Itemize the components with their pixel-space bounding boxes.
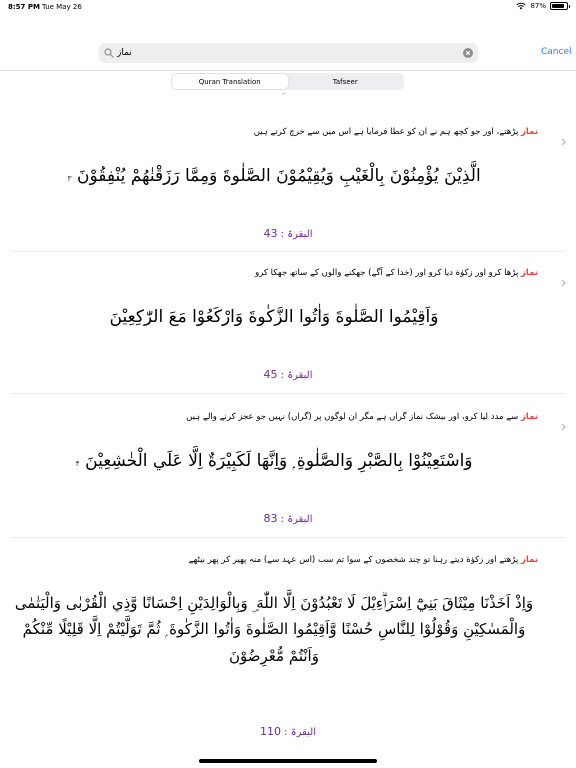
- result-divider: [12, 393, 564, 394]
- ayah-number: 43: [263, 227, 278, 240]
- arabic-text: وَاسْتَعِيْنُوْا بِالصَّبْرِ وَالصَّلٰوةِ ۭ وَاِنَّهَا لَكَبِيْرَةٌ اِلَّا عَلَي الْخٰشِعِيْنَ: [85, 451, 473, 471]
- search-icon: [104, 48, 114, 58]
- surah-name: البقرۃ :: [280, 229, 313, 240]
- surah-name: البقرۃ :: [284, 727, 316, 738]
- arabic-verse: [10, 305, 538, 331]
- search-field[interactable]: [99, 43, 478, 63]
- tab-quran-translation[interactable]: Quran Translation: [172, 74, 288, 89]
- header-divider: [0, 70, 576, 71]
- chevron-right-icon: [561, 279, 567, 287]
- status-right: [516, 2, 568, 10]
- verse-reference: [0, 725, 576, 738]
- result-translation: [186, 411, 538, 422]
- arabic-text: وَاِذْ اَخَذْنَا مِيْثَاقَ بَنِيْٓ اِسْرَاۗءِيْلَ لَا تَعْبُدُوْنَ اِلَّا اللّٰهَ ۣ وَبِالْوَالِدَيْنِ اِحْسَانًا وَّذِي الْقُرْبٰى وَالْيَتٰمٰى وَالْمَسٰكِيْنِ وَقُوْلُوْا لِلنَّاسِ حُسْنًا وَّاَقِيْمُوا الصَّلٰوةَ وَاٰتُوا الزَّكٰوةَ ۭ ثُمَّ تَوَلَّيْتُمْ اِلَّا قَلِيْلًا مِّنْكُمْ وَاَنْتُمْ مُّعْرِضُوْنَ: [14, 594, 534, 665]
- arabic-verse: [10, 164, 538, 190]
- chevron-right-icon: [561, 138, 567, 146]
- surah-name: البقرۃ :: [280, 370, 313, 381]
- translation-text: پڑھتے، اور جو کچھ ہم نے ان کو عطا فرمایا ہے اس میں سے خرچ کرتے ہیں: [253, 127, 522, 137]
- status-time: 8:57 PM: [8, 3, 40, 11]
- search-highlight: نماز: [521, 268, 538, 278]
- search-highlight: نماز: [521, 555, 538, 565]
- verse-reference: [0, 227, 576, 240]
- ayah-end-mark: ۳: [67, 174, 72, 183]
- search-highlight: نماز: [521, 127, 538, 137]
- battery-percent: 87%: [530, 2, 546, 10]
- translation-text: سے مدد لیا کرو، اور بیشک نماز گراں ہے مگر ان لوگوں پر (گراں) نہیں جو عجز کرنے والے ہیں: [186, 412, 522, 422]
- result-divider: [12, 537, 564, 538]
- arabic-text: الَّذِيْنَ يُؤْمِنُوْنَ بِالْغَيْبِ وَيُقِيْمُوْنَ الصَّلٰوةَ وَمِمَّا رَزَقْنٰهُمْ يُنْفِقُوْنَ: [77, 166, 481, 186]
- status-bar: [0, 0, 576, 14]
- battery-fill: [552, 4, 564, 8]
- search-input[interactable]: [117, 43, 447, 63]
- ayah-number: 110: [259, 725, 281, 738]
- arabic-text: وَاَقِيْمُوا الصَّلٰوةَ وَاٰتُوا الزَّكٰوةَ وَارْكَعُوْا مَعَ الرّٰكِعِيْنَ: [109, 307, 439, 327]
- status-date: Tue May 26: [42, 3, 82, 11]
- wifi-icon: [516, 2, 526, 10]
- pull-indicator: [282, 93, 287, 98]
- verse-reference: [0, 368, 576, 381]
- search-bar: [99, 43, 478, 63]
- chevron-right-icon: [561, 423, 567, 431]
- translation-text: پڑھا کرو اور زکوٰة دیا کرو اور (خدا کے آگے) جھکنے والوں کے ساتھ جھکا کرو: [255, 268, 522, 278]
- arabic-verse: [10, 449, 538, 475]
- tab-tafseer[interactable]: Tafseer: [332, 77, 358, 86]
- search-highlight: نماز: [521, 412, 538, 422]
- translation-text: پڑھتے اور زکوٰة دیتے رہنا تو چند شخصوں کے سوا تم سب (اس عہد سے) منہ پھیر کر پھر بیٹھے: [188, 555, 522, 565]
- battery-icon: [550, 2, 568, 10]
- arabic-verse: [10, 590, 538, 669]
- home-indicator[interactable]: [199, 759, 377, 763]
- verse-reference: [0, 512, 576, 525]
- result-translation: [254, 126, 538, 137]
- cancel-button[interactable]: Cancel: [541, 47, 572, 57]
- clear-search-icon[interactable]: [463, 48, 473, 58]
- result-translation: [189, 554, 538, 565]
- segmented-control: [171, 73, 404, 90]
- surah-name: البقرۃ :: [280, 514, 313, 525]
- ayah-number: 83: [263, 512, 278, 525]
- ayah-end-mark: ۴: [75, 459, 80, 468]
- result-divider: [12, 251, 564, 252]
- ayah-number: 45: [263, 368, 278, 381]
- result-translation: [255, 267, 538, 278]
